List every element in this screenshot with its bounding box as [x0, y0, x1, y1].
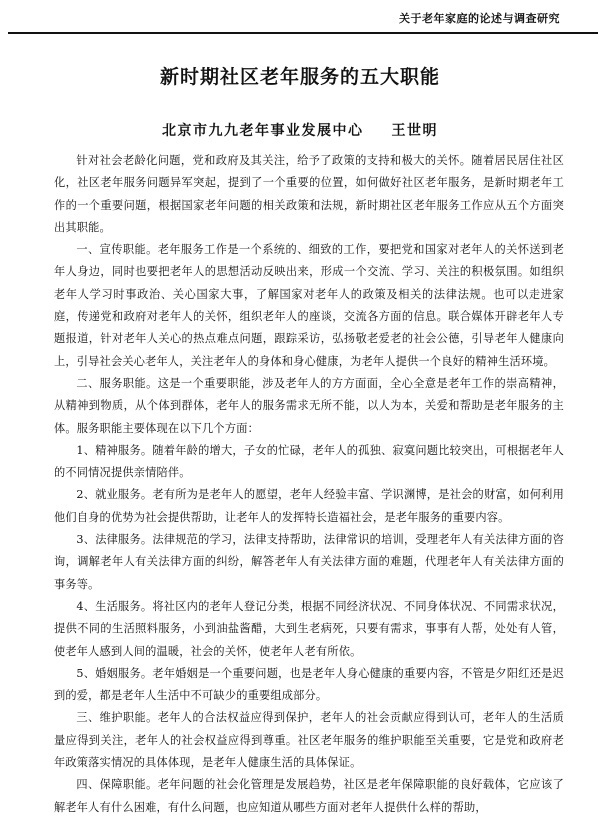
paragraph-service-function: 二、服务职能。这是一个重要职能，涉及老年人的方方面面，全心全意是老年工作的崇高精神，从精神到物质，从个体到群体，老年人的服务需求无所不能，以人为本，关爱和帮助是老年服务的主体。服务职能主要体现在以下几个方面：	[54, 376, 564, 435]
paragraph-life-service: 4、生活服务。将社区内的老年人登记分类，根据不同经济状况、不同身体状况、不同需求状况，提供不同的生活照料服务，小到油盐酱醋，大到生老病死，只要有需求，事事有人帮，处处有人管，使老年人感到人间的温暖，社会的关怀，使老年人老有所依。	[54, 599, 564, 658]
paragraph-security-function: 四、保障职能。老年问题的社会化管理是发展趋势，社区是老年保障职能的良好载体，它应该了解老年人有什么困难，有什么问题，也应知道从哪些方面对老年人提供什么样的帮助，	[54, 778, 564, 814]
header-divider	[8, 32, 598, 34]
byline	[0, 120, 600, 140]
paragraph-legal-service: 3、法律服务。法律规范的学习，法律支持帮助，法律常识的培训，受理老年人有关法律方面的咨询，调解老年人有关法律方面的纠纷，解答老年人有关法律方面的难题，代理老年人有关法律方面的事务等。	[54, 533, 564, 591]
paragraph-intro: 针对社会老龄化问题，党和政府及其关注，给予了政策的支持和极大的关怀。随着居民居住社区化，社区老年服务问题异军突起，提到了一个重要的位置，如何做好社区老年服务，是新时期老年工作的一个重要问题，根据国家老年问题的相关政策和法规，新时期社区老年服务工作应从五个方面突出其职能。	[54, 154, 564, 234]
author-name: 王世明	[391, 123, 438, 139]
paragraph-protection-function: 三、维护职能。老年人的合法权益应得到保护，老年人的社会贡献应得到认可，老年人的生活质量应得到关注，老年人的社会权益应得到尊重。社区老年服务的维护职能至关重要，它是党和政府老年政策落实情况的具体体现，是老年人健康生活的具体保证。	[54, 711, 564, 770]
author-organization: 北京市九九老年事业发展中心	[162, 123, 364, 139]
paragraph-publicity-function: 一、宣传职能。老年服务工作是一个系统的、细致的工作，要把党和国家对老年人的关怀送到老年人身边，同时也要把老年人的思想活动反映出来，形成一个交流、学习、关注的积极氛围。如组织老年人学习时事政治、关心国家大事，了解国家对老年人的政策及相关的法律法规。也可以走进家庭，传递党和政府对老年人的关怀，组织老年人的座谈，交流各方面的信息。联合媒体开辟老年人专题报道，针对老年人关心的热点难点问题，跟踪采访，弘扬敬老爱老的社会公德，引导老年人健康向上，引导社会关心老年人，关注老年人的身体和身心健康，为老年人提供一个良好的精神生活环境。	[54, 243, 564, 368]
running-header: 关于老年家庭的论述与调查研究	[399, 12, 560, 25]
paragraph-employment-service: 2、就业服务。老有所为是老年人的愿望，老年人经验丰富、学识渊博，是社会的财富，如何利用他们自身的优势为社会提供帮助，让老年人的发挥特长造福社会，是老年服务的重要内容。	[54, 488, 564, 524]
paragraph-marriage-service: 5、婚姻服务。老年婚姻是一个重要问题，也是老年人身心健康的重要内容，不管是夕阳红还是迟到的爱，都是老年人生活中不可缺少的重要组成部分。	[54, 666, 564, 703]
article-title: 新时期社区老年服务的五大职能	[159, 66, 440, 88]
article-body	[54, 150, 564, 819]
paragraph-spiritual-service: 1、精神服务。随着年龄的增大，子女的忙碌，老年人的孤独、寂寞问题比较突出，可根据老年人的不同情况提供亲情陪伴。	[54, 443, 564, 480]
